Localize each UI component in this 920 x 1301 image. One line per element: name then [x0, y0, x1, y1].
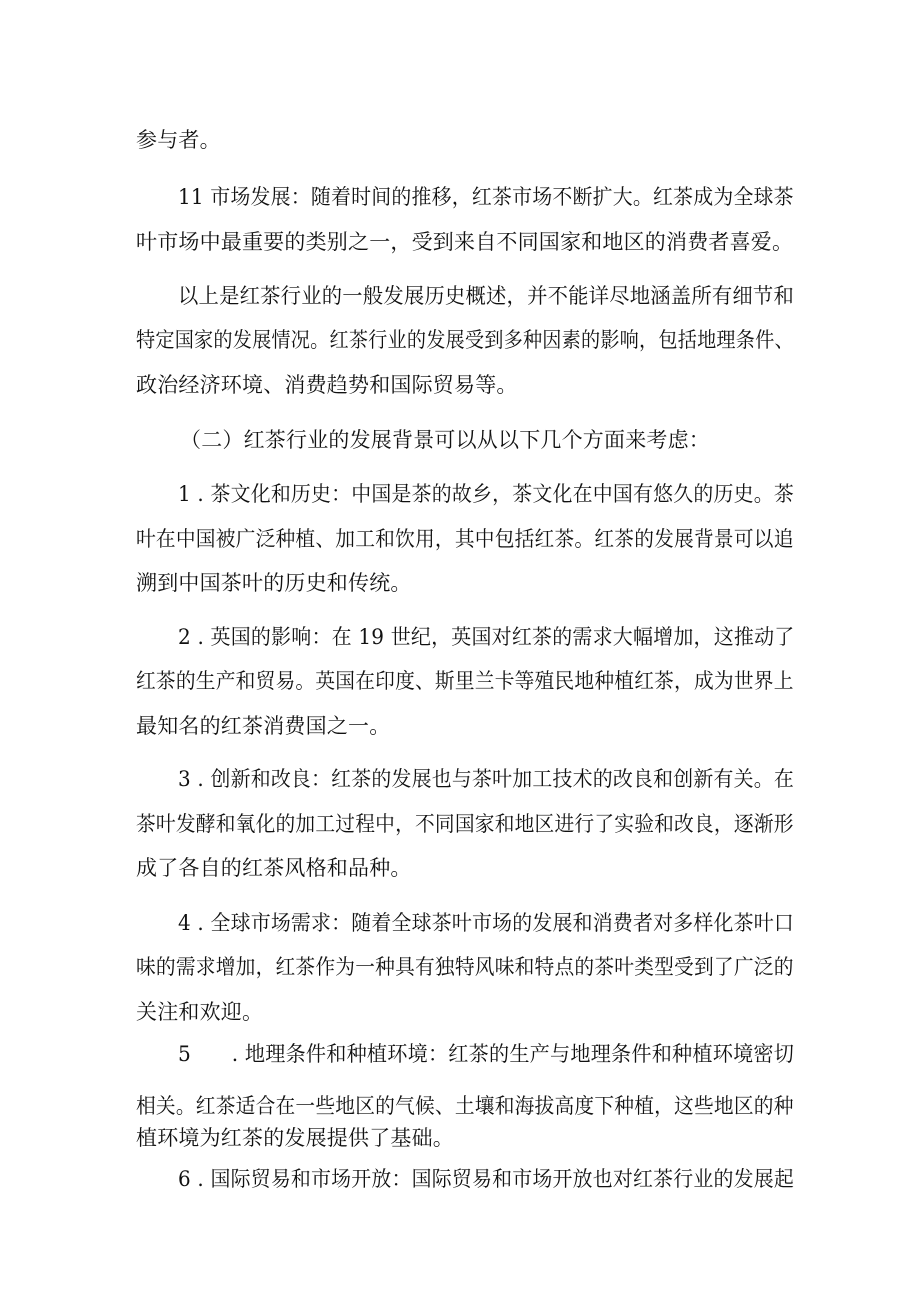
list-item-2-cont-2: 最知名的红茶消费国之一。: [136, 714, 391, 738]
list-item-4-cont-1: 味的需求增加，红茶作为一种具有独特风味和特点的茶叶类型受到了广泛的: [136, 955, 794, 979]
list-item-4-cont-2: 关注和欢迎。: [136, 1000, 264, 1024]
list-item-1-cont-2: 溯到中国茶叶的历史和传统。: [136, 571, 412, 595]
paragraph-continuation: 参与者。: [136, 128, 221, 152]
list-item-2-cont-1: 红茶的生产和贸易。英国在印度、斯里兰卡等殖民地种植红茶，成为世界上: [136, 669, 794, 693]
paragraph-market-development: 11 市场发展：随着时间的推移，红茶市场不断扩大。红茶成为全球茶: [178, 185, 794, 209]
list-item-3-cont-2: 成了各自的红茶风格和品种。: [136, 856, 412, 880]
list-item-1-cont-1: 叶在中国被广泛种植、加工和饮用，其中包括红茶。红茶的发展背景可以追: [136, 527, 794, 551]
list-item-5-cont-2: 植环境为红茶的发展提供了基础。: [136, 1126, 454, 1150]
list-item-2: 2 . 英国的影响：在 19 世纪，英国对红茶的需求大幅增加，这推动了: [178, 625, 795, 649]
list-item-4: 4 . 全球市场需求：随着全球茶叶市场的发展和消费者对多样化茶叶口: [178, 911, 794, 935]
list-item-5: 5 . 地理条件和种植环境：红茶的生产与地理条件和种植环境密切: [178, 1042, 795, 1066]
paragraph-summary: 以上是红茶行业的一般发展历史概述，并不能详尽地涵盖所有细节和: [178, 284, 794, 308]
section-heading: （二）红茶行业的发展背景可以从以下几个方面来考虑：: [180, 428, 710, 452]
list-item-5-cont-1: 相关。红茶适合在一些地区的气候、土壤和海拔高度下种植，这些地区的种: [136, 1094, 794, 1118]
list-item-3: 3 . 创新和改良：红茶的发展也与茶叶加工技术的改良和创新有关。在: [178, 767, 794, 791]
list-item-3-cont-1: 茶叶发酵和氧化的加工过程中，不同国家和地区进行了实验和改良，逐渐形: [136, 812, 794, 836]
paragraph-summary-cont-2: 政治经济环境、消费趋势和国际贸易等。: [136, 373, 518, 397]
paragraph-summary-cont-1: 特定国家的发展情况。红茶行业的发展受到多种因素的影响，包括地理条件、: [136, 328, 794, 352]
list-item-6: 6 . 国际贸易和市场开放：国际贸易和市场开放也对红茶行业的发展起: [178, 1167, 794, 1191]
list-item-1: 1 . 茶文化和历史：中国是茶的故乡，茶文化在中国有悠久的历史。茶: [178, 482, 794, 506]
paragraph-market-development-cont: 叶市场中最重要的类别之一，受到来自不同国家和地区的消费者喜爱。: [136, 230, 794, 254]
